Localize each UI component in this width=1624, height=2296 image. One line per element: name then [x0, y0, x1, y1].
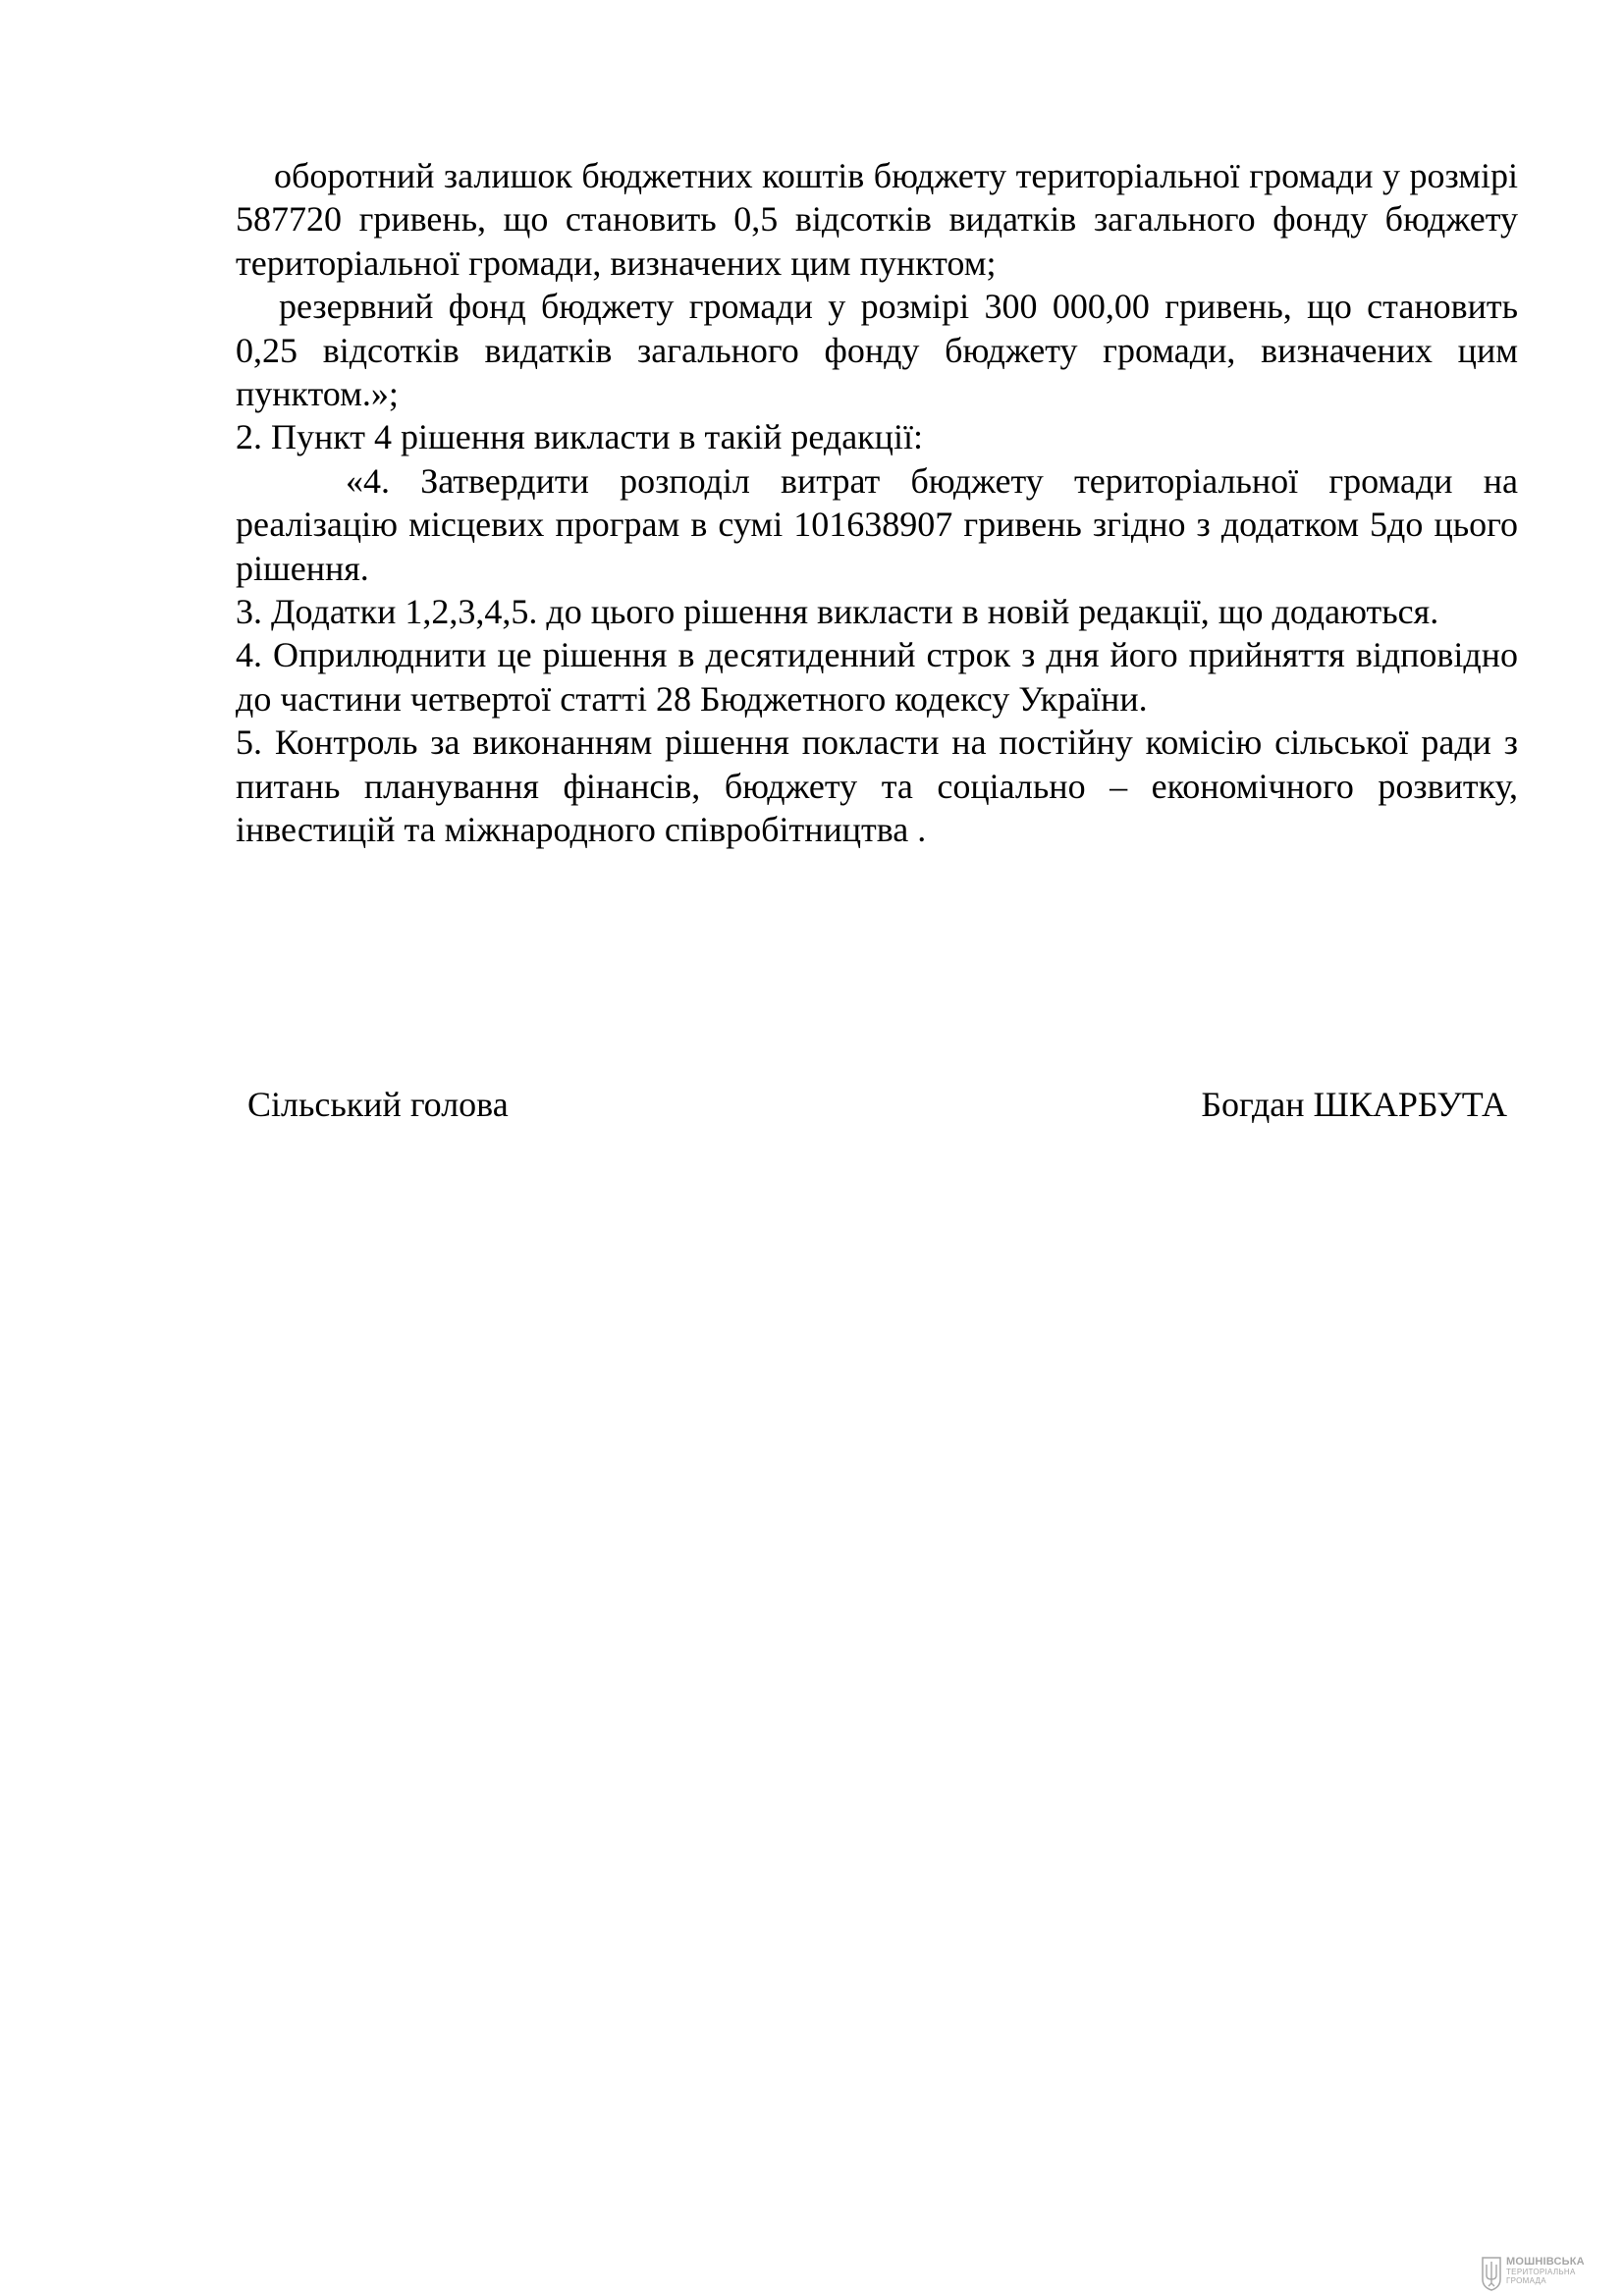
trident-emblem-icon	[1481, 2256, 1502, 2291]
watermark-line-1: МОШНІВСЬКА	[1506, 2256, 1585, 2268]
community-watermark	[1481, 2256, 1585, 2295]
paragraph-item-4-quote: «4. Затвердити розподіл витрат бюджету територіальної громади на реалізацію місцевих програм в сумі 101638907 гривень згідно з додатком 5до цього рішення.	[236, 460, 1518, 588]
paragraph-item-2: 2. Пункт 4 рішення викласти в такій редакції:	[236, 417, 923, 457]
paragraph-item-4: 4. Оприлюднити це рішення в десятиденний строк з дня його прийняття відповідно до частини четвертої статті 28 Бюджетного кодексу України.	[236, 635, 1518, 719]
watermark-text	[1506, 2256, 1585, 2285]
paragraph-operating-balance: оборотний залишок бюджетних коштів бюджету територіальної громади у розмірі 587720 гривень, що становить 0,5 відсотків видатків загального фонду бюджету територіальної громади, визначених цим пунктом;	[236, 156, 1518, 283]
paragraph-reserve-fund: резервний фонд бюджету громади у розмірі 300 000,00 гривень, що становить 0,25 відсотків видатків загального фонду бюджету громади, визначених цим пунктом.»;	[236, 287, 1518, 414]
paragraph-item-5: 5. Контроль за виконанням рішення покласти на постійну комісію сільської ради з питань планування фінансів, бюджету та соціально – економічного розвитку, інвестицій та міжнародного співробітництва .	[236, 722, 1518, 850]
paragraph-item-3: 3. Додатки 1,2,3,4,5. до цього рішення викласти в новій редакції, що додаються.	[236, 592, 1439, 632]
document-body	[236, 154, 1518, 852]
signature-position: Сільський голова	[247, 1085, 509, 1124]
watermark-line-3: ГРОМАДА	[1506, 2276, 1546, 2285]
signature-name: Богдан ШКАРБУТА	[1201, 1085, 1507, 1124]
watermark-line-2: ТЕРИТОРІАЛЬНА	[1506, 2268, 1576, 2276]
